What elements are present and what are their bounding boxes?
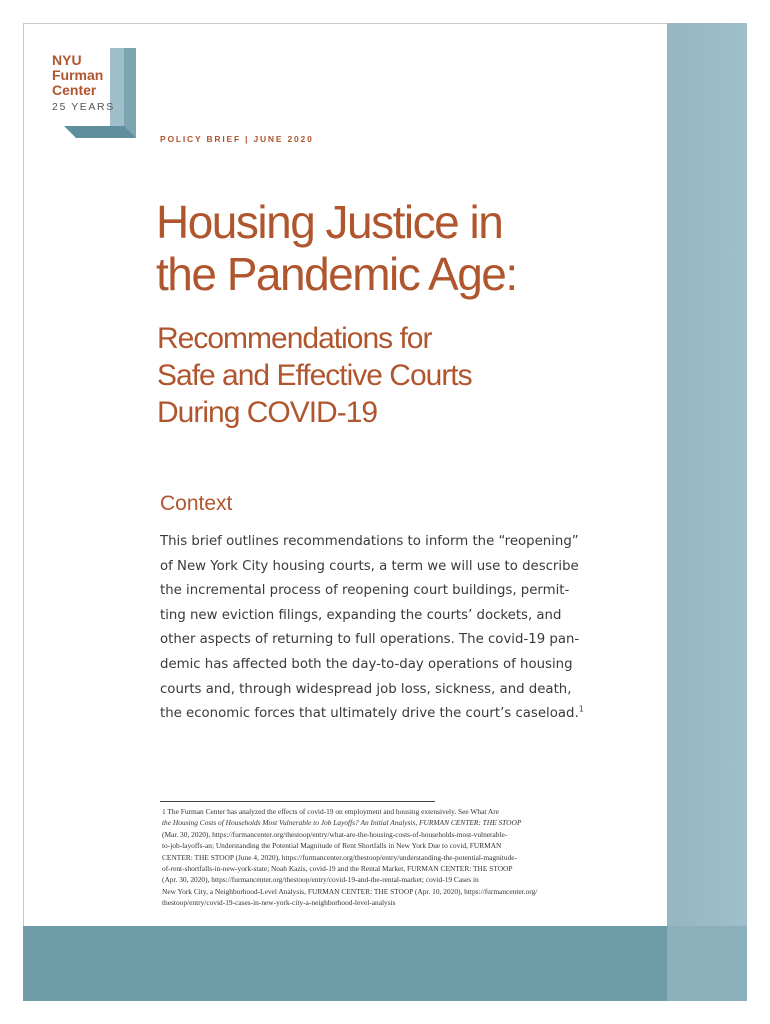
bottom-accent-band — [23, 926, 747, 1001]
subtitle-line-2: Safe and Effective Courts — [157, 359, 472, 392]
footnote-line: New York City, a Neighborhood-Level Analysis, FURMAN CENTER: THE STOOP (Apr. 10, 2020), https://furmancenter.org/ — [162, 886, 538, 896]
footnote-line: of-rent-shortfalls-in-new-york-state; Noah Kazis, covid-19 and the Rental Market, FURMAN CENTER: THE STOOP — [162, 864, 513, 874]
subtitle-line-1: Recommendations for — [157, 322, 432, 355]
document-title — [156, 196, 517, 300]
logo-block-side — [124, 48, 136, 138]
right-accent-shade — [667, 23, 747, 1001]
logo-line-furman: Furman — [52, 67, 104, 83]
footnote-line: 1 The Furman Center has analyzed the effects of covid-19 on employment and housing extensively. See What Are — [162, 807, 499, 816]
footnote-divider — [160, 801, 435, 802]
footnote-line: (Mar. 30, 2020), https://furmancenter.org/thestoop/entry/what-are-the-housing-costs-of-households-most-vulnerable- — [162, 829, 508, 839]
context-paragraph — [160, 530, 620, 727]
footnote-text — [162, 806, 602, 909]
context-line: of New York City housing courts, a term we will use to describe — [160, 558, 579, 574]
footnote-line: (Apr. 30, 2020), https://furmancenter.org/thestoop/entry/covid-19-and-the-rental-market; covid-19 Cases in — [162, 875, 479, 885]
footnote-reference[interactable]: 1 — [578, 704, 584, 714]
footnote-line: the Housing Costs of Households Most Vulnerable to Job Layoffs? An Initial Analysis, FURMAN CENTER: THE STOOP — [162, 818, 522, 828]
logo-line-nyu: NYU — [52, 52, 82, 68]
section-heading-context: Context — [160, 492, 233, 515]
context-line: ting new eviction filings, expanding the courts’ dockets, and — [160, 607, 562, 623]
logo-line-center: Center — [52, 82, 97, 98]
footnote-line: thestoop/entry/covid-19-cases-in-new-york-city-a-neighborhood-level-analysis — [162, 898, 396, 908]
footnote-line: to-job-layoffs-an; Understanding the Potential Magnitude of Rent Shortfalls in New York Due to covid, FURMAN — [162, 841, 502, 851]
document-kicker: POLICY BRIEF | JUNE 2020 — [160, 134, 314, 144]
logo-years: 25 YEARS — [52, 101, 115, 113]
context-line: This brief outlines recommendations to inform the “reopening” — [160, 534, 579, 549]
title-line-2: the Pandemic Age: — [156, 248, 517, 300]
context-line: the incremental process of reopening court buildings, permit- — [160, 583, 570, 599]
context-line-last — [160, 702, 620, 727]
context-line: courts and, through widespread job loss, sickness, and death, — [160, 681, 572, 697]
corner-accent-block — [667, 926, 747, 1001]
context-line: demic has affected both the day-to-day operations of housing — [160, 656, 573, 672]
subtitle-line-3: During COVID-19 — [157, 396, 378, 429]
title-line-1: Housing Justice in — [156, 196, 503, 248]
context-line: other aspects of returning to full operations. The covid-19 pan- — [160, 632, 580, 648]
logo-wordmark — [52, 53, 103, 98]
document-subtitle — [157, 320, 472, 431]
footnote-line: CENTER: THE STOOP (June 4, 2020), https://furmancenter.org/thestoop/entry/understanding-the-potential-magnitude- — [162, 852, 518, 862]
context-line-text: the economic forces that ultimately drive the court’s caseload. — [160, 706, 579, 722]
logo-block-base — [64, 126, 136, 138]
